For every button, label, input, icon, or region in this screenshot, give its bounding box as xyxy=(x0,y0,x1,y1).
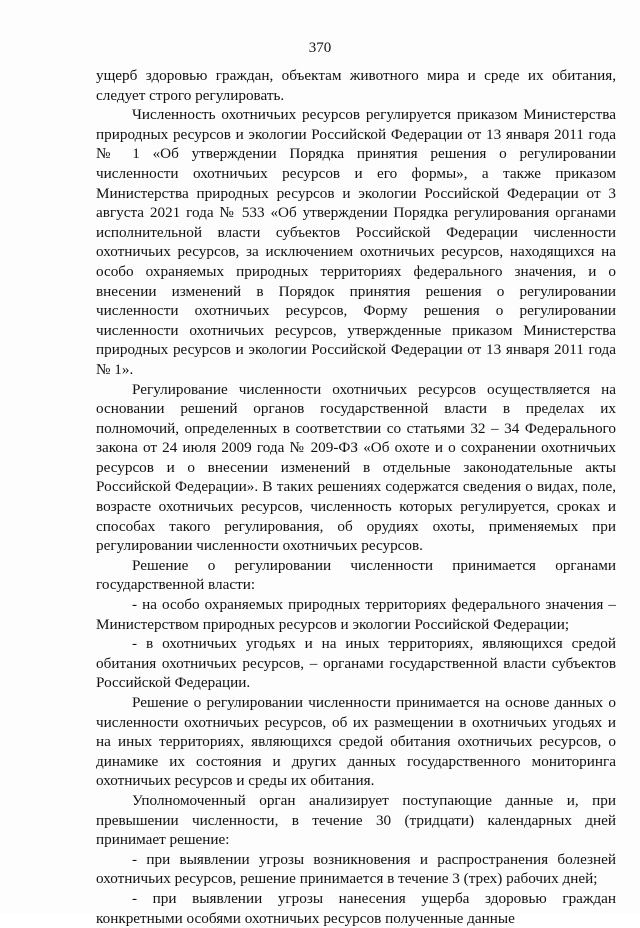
paragraph-regulation-basis: Регулирование численности охотничьих ресурсов осуществляется на основании решений органов государственной власти в пределах их полномочий, определенных в соответствии со статьями 32 – 34 Федерального закона от 24 июля 2009 года № 209-ФЗ «Об охоте и о сохранении охотничьих ресурсов и о внесении изменений в отдельные законодательные акты Российской Федерации». В таких решениях содержатся сведения о видах, поле, возрасте охотничьих ресурсов, численность которых регулируется, сроках и способах такого регулирования, об орудиях охоты, применяемых при регулировании численности охотничьих ресурсов. xyxy=(96,380,616,555)
paragraph-continuation: ущерб здоровью граждан, объектам животного мира и среде их обитания, следует строго регулировать. xyxy=(96,67,616,104)
paragraph-regulation-orders: Численность охотничьих ресурсов регулируется приказом Министерства природных ресурсов и экологии Российской Федерации от 13 января 2011 года № 1 «Об утверждении Порядка принятия решения о регулировании численности охотничьих ресурсов и его формы», а также приказом Министерства природных ресурсов и экологии Российской Федерации от 3 августа 2021 года № 533 «Об утверждении Порядка регулирования органами исполнительной власти субъектов Российской Федерации численности охотничьих ресурсов, за исключением охотничьих ресурсов, находящихся на особо охраняемых природных территориях федерального значения, и о внесении изменений в Порядок принятия решения о регулировании численности охотничьих ресурсов, Форму решения о регулировании численности охотничьих ресурсов, утвержденные приказом Министерства природных ресурсов и экологии Российской Федерации от 13 января 2011 года № 1». xyxy=(96,106,616,378)
list-item-health-threat: - при выявлении угрозы нанесения ущерба здоровью граждан конкретными особями охотничьих ресурсов полученные данные xyxy=(96,889,616,927)
document-body xyxy=(96,66,616,928)
list-item-disease-threat: - при выявлении угрозы возникновения и распространения болезней охотничьих ресурсов, решение принимается в течение 3 (трех) рабочих дней; xyxy=(96,850,616,888)
paragraph-decision-data: Решение о регулировании численности принимается на основе данных о численности охотничьих ресурсов, об их размещении в охотничьих угодьях и на иных территориях, являющихся средой обитания охотничьих ресурсов, о динамике их состояния и других данных государственного мониторинга охотничьих ресурсов и среды их обитания. xyxy=(96,694,616,790)
page-number: 370 xyxy=(308,40,332,56)
list-item-hunting-grounds: - в охотничьих угодьях и на иных территориях, являющихся средой обитания охотничьих ресурсов, – органами государственной власти субъектов Российской Федерации. xyxy=(96,635,616,692)
paragraph-authorized-body: Уполномоченный орган анализирует поступающие данные и, при превышении численности, в течение 30 (тридцати) календарных дней принимает решение: xyxy=(96,791,616,849)
list-item-federal-territories: - на особо охраняемых природных территориях федерального значения – Министерством природных ресурсов и экологии Российской Федерации; xyxy=(96,596,616,633)
paragraph-decision-authorities: Решение о регулировании численности принимается органами государственной власти: xyxy=(96,556,616,594)
